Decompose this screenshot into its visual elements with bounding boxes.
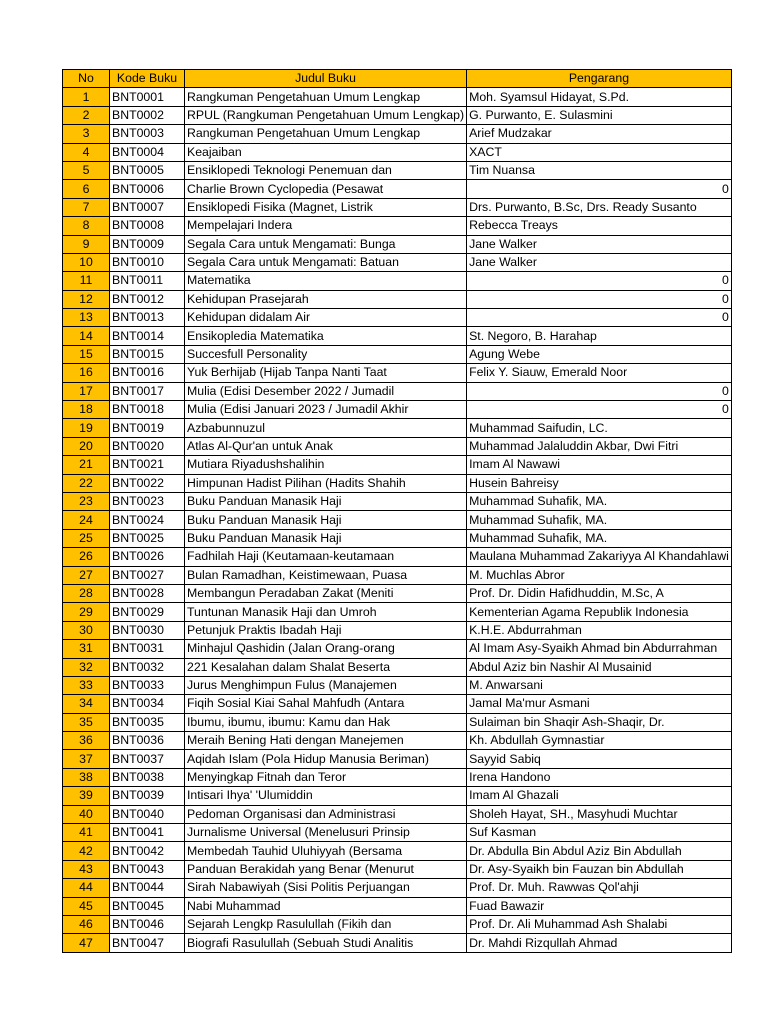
table-row — [63, 824, 732, 842]
author-cell[interactable]: Tim Nuansa — [467, 161, 732, 179]
author-cell[interactable]: Felix Y. Siauw, Emerald Noor — [467, 364, 732, 382]
author-cell[interactable]: St. Negoro, B. Harahap — [467, 327, 732, 345]
book-title-cell[interactable]: Mempelajari Indera — [185, 217, 467, 235]
author-cell[interactable]: K.H.E. Abdurrahman — [467, 621, 732, 639]
book-title-cell[interactable]: Bulan Ramadhan, Keistimewaan, Puasa — [185, 566, 467, 584]
book-code-cell[interactable]: BNT0012 — [110, 290, 185, 308]
row-number-cell[interactable]: 43 — [63, 860, 110, 878]
table-row — [63, 143, 732, 161]
book-code-cell[interactable]: BNT0031 — [110, 640, 185, 658]
book-code-cell[interactable]: BNT0008 — [110, 217, 185, 235]
book-code-cell[interactable]: BNT0034 — [110, 695, 185, 713]
book-code-cell[interactable]: BNT0046 — [110, 915, 185, 933]
book-code-cell[interactable]: BNT0029 — [110, 603, 185, 621]
table-row — [63, 437, 732, 455]
book-title-cell[interactable]: Mulia (Edisi Januari 2023 / Jumadil Akhir — [185, 401, 467, 419]
author-cell[interactable]: Al Imam Asy-Syaikh Ahmad bin Abdurrahman — [467, 640, 732, 658]
author-cell[interactable]: Imam Al Nawawi — [467, 456, 732, 474]
book-title-cell[interactable]: Ensikopledia Matematika — [185, 327, 467, 345]
table-row — [63, 695, 732, 713]
row-number-cell[interactable]: 34 — [63, 695, 110, 713]
book-code-cell[interactable]: BNT0014 — [110, 327, 185, 345]
book-code-cell[interactable]: BNT0002 — [110, 106, 185, 124]
table-row — [63, 603, 732, 621]
row-number-cell[interactable]: 6 — [63, 180, 110, 198]
book-code-cell[interactable]: BNT0026 — [110, 548, 185, 566]
row-number-cell[interactable]: 12 — [63, 290, 110, 308]
author-cell[interactable]: Kementerian Agama Republik Indonesia — [467, 603, 732, 621]
table-row — [63, 345, 732, 363]
book-title-cell[interactable]: Buku Panduan Manasik Haji — [185, 492, 467, 510]
row-number-cell[interactable]: 2 — [63, 106, 110, 124]
book-code-cell[interactable]: BNT0025 — [110, 529, 185, 547]
table-row — [63, 161, 732, 179]
author-cell[interactable]: Muhammad Suhafik, MA. — [467, 529, 732, 547]
book-title-cell[interactable]: Kehidupan Prasejarah — [185, 290, 467, 308]
table-row — [63, 640, 732, 658]
table-row — [63, 897, 732, 915]
row-number-cell[interactable]: 31 — [63, 640, 110, 658]
table-row — [63, 364, 732, 382]
book-code-cell[interactable]: BNT0021 — [110, 456, 185, 474]
book-code-cell[interactable]: BNT0019 — [110, 419, 185, 437]
author-cell[interactable]: Dr. Abdulla Bin Abdul Aziz Bin Abdullah — [467, 842, 732, 860]
table-row — [63, 621, 732, 639]
book-title-cell[interactable]: Panduan Berakidah yang Benar (Menurut — [185, 860, 467, 878]
row-number-cell[interactable]: 46 — [63, 915, 110, 933]
book-code-cell[interactable]: BNT0004 — [110, 143, 185, 161]
row-number-cell[interactable]: 13 — [63, 309, 110, 327]
header-code[interactable]: Kode Buku — [110, 70, 185, 88]
table-row — [63, 290, 732, 308]
author-cell[interactable]: Arief Mudzakar — [467, 125, 732, 143]
book-title-cell[interactable]: Fiqih Sosial Kiai Sahal Mahfudh (Antara — [185, 695, 467, 713]
book-title-cell[interactable]: Ensiklopedi Teknologi Penemuan dan — [185, 161, 467, 179]
author-cell[interactable]: Sholeh Hayat, SH., Masyhudi Muchtar — [467, 805, 732, 823]
book-title-cell[interactable]: Ibumu, ibumu, ibumu: Kamu dan Hak — [185, 713, 467, 731]
author-cell[interactable]: Dr. Mahdi Rizqullah Ahmad — [467, 934, 732, 952]
author-cell[interactable]: Imam Al Ghazali — [467, 787, 732, 805]
book-title-cell[interactable]: Buku Panduan Manasik Haji — [185, 529, 467, 547]
row-number-cell[interactable]: 35 — [63, 713, 110, 731]
table-row — [63, 750, 732, 768]
row-number-cell[interactable]: 24 — [63, 511, 110, 529]
author-cell[interactable]: Irena Handono — [467, 768, 732, 786]
book-code-cell[interactable]: BNT0036 — [110, 732, 185, 750]
row-number-cell[interactable]: 44 — [63, 879, 110, 897]
row-number-cell[interactable]: 15 — [63, 345, 110, 363]
author-cell[interactable]: XACT — [467, 143, 732, 161]
book-title-cell[interactable]: Nabi Muhammad — [185, 897, 467, 915]
table-row — [63, 915, 732, 933]
table-row — [63, 474, 732, 492]
row-number-cell[interactable]: 18 — [63, 401, 110, 419]
row-number-cell[interactable]: 28 — [63, 584, 110, 602]
book-title-cell[interactable]: Tuntunan Manasik Haji dan Umroh — [185, 603, 467, 621]
book-code-cell[interactable]: BNT0044 — [110, 879, 185, 897]
book-code-cell[interactable]: BNT0013 — [110, 309, 185, 327]
row-number-cell[interactable]: 20 — [63, 437, 110, 455]
row-number-cell[interactable]: 19 — [63, 419, 110, 437]
table-row — [63, 492, 732, 510]
book-code-cell[interactable]: BNT0020 — [110, 437, 185, 455]
book-table — [62, 69, 732, 953]
header-row — [63, 70, 732, 88]
book-title-cell[interactable]: Segala Cara untuk Mengamati: Batuan — [185, 253, 467, 271]
book-code-cell[interactable]: BNT0042 — [110, 842, 185, 860]
row-number-cell[interactable]: 32 — [63, 658, 110, 676]
row-number-cell[interactable]: 41 — [63, 824, 110, 842]
book-title-cell[interactable]: Matematika — [185, 272, 467, 290]
author-cell[interactable]: Jane Walker — [467, 253, 732, 271]
table-row — [63, 805, 732, 823]
book-title-cell[interactable]: Kehidupan didalam Air — [185, 309, 467, 327]
book-title-cell[interactable]: Atlas Al-Qur'an untuk Anak — [185, 437, 467, 455]
table-row — [63, 198, 732, 216]
book-code-cell[interactable]: BNT0030 — [110, 621, 185, 639]
book-code-cell[interactable]: BNT0006 — [110, 180, 185, 198]
row-number-cell[interactable]: 10 — [63, 253, 110, 271]
book-code-cell[interactable]: BNT0007 — [110, 198, 185, 216]
author-cell[interactable]: Kh. Abdullah Gymnastiar — [467, 732, 732, 750]
book-title-cell[interactable]: RPUL (Rangkuman Pengetahuan Umum Lengkap) — [185, 106, 467, 124]
book-title-cell[interactable]: Ensiklopedi Fisika (Magnet, Listrik — [185, 198, 467, 216]
author-cell[interactable]: Abdul Aziz bin Nashir Al Musainid — [467, 658, 732, 676]
book-code-cell[interactable]: BNT0033 — [110, 676, 185, 694]
table-row — [63, 566, 732, 584]
row-number-cell[interactable]: 37 — [63, 750, 110, 768]
author-cell[interactable]: Drs. Purwanto, B.Sc, Drs. Ready Susanto — [467, 198, 732, 216]
author-cell[interactable]: Sulaiman bin Shaqir Ash-Shaqir, Dr. — [467, 713, 732, 731]
table-row — [63, 382, 732, 400]
book-code-cell[interactable]: BNT0009 — [110, 235, 185, 253]
author-cell[interactable]: Prof. Dr. Muh. Rawwas Qol'ahji — [467, 879, 732, 897]
row-number-cell[interactable]: 1 — [63, 88, 110, 106]
row-number-cell[interactable]: 22 — [63, 474, 110, 492]
table-row — [63, 529, 732, 547]
table-row — [63, 511, 732, 529]
book-code-cell[interactable]: BNT0027 — [110, 566, 185, 584]
author-cell[interactable]: Muhammad Jalaluddin Akbar, Dwi Fitri — [467, 437, 732, 455]
table-row — [63, 860, 732, 878]
table-row — [63, 401, 732, 419]
book-code-cell[interactable]: BNT0037 — [110, 750, 185, 768]
author-cell[interactable]: 0 — [467, 290, 732, 308]
book-title-cell[interactable]: Himpunan Hadist Pilihan (Hadits Shahih — [185, 474, 467, 492]
row-number-cell[interactable]: 27 — [63, 566, 110, 584]
author-cell[interactable]: Prof. Dr. Ali Muhammad Ash Shalabi — [467, 915, 732, 933]
table-row — [63, 787, 732, 805]
book-title-cell[interactable]: Mulia (Edisi Desember 2022 / Jumadil — [185, 382, 467, 400]
book-code-cell[interactable]: BNT0045 — [110, 897, 185, 915]
author-cell[interactable]: 0 — [467, 180, 732, 198]
row-number-cell[interactable]: 38 — [63, 768, 110, 786]
book-title-cell[interactable]: Mutiara Riyadushshalihin — [185, 456, 467, 474]
book-code-cell[interactable]: BNT0017 — [110, 382, 185, 400]
book-code-cell[interactable]: BNT0032 — [110, 658, 185, 676]
header-title[interactable]: Judul Buku — [185, 70, 467, 88]
table-row — [63, 217, 732, 235]
author-cell[interactable]: Suf Kasman — [467, 824, 732, 842]
book-code-cell[interactable]: BNT0038 — [110, 768, 185, 786]
book-title-cell[interactable]: Fadhilah Haji (Keutamaan-keutamaan — [185, 548, 467, 566]
book-title-cell[interactable]: Menyingkap Fitnah dan Teror — [185, 768, 467, 786]
book-code-cell[interactable]: BNT0043 — [110, 860, 185, 878]
book-title-cell[interactable]: Meraih Bening Hati dengan Manejemen — [185, 732, 467, 750]
row-number-cell[interactable]: 47 — [63, 934, 110, 952]
table-row — [63, 125, 732, 143]
table-row — [63, 676, 732, 694]
book-title-cell[interactable]: Intisari Ihya' 'Ulumiddin — [185, 787, 467, 805]
book-title-cell[interactable]: Rangkuman Pengetahuan Umum Lengkap — [185, 125, 467, 143]
table-row — [63, 732, 732, 750]
table-row — [63, 879, 732, 897]
author-cell[interactable]: Maulana Muhammad Zakariyya Al Khandahlawi — [467, 548, 732, 566]
author-cell[interactable]: Muhammad Suhafik, MA. — [467, 511, 732, 529]
author-cell[interactable]: 0 — [467, 309, 732, 327]
table-row — [63, 548, 732, 566]
book-title-cell[interactable]: Yuk Berhijab (Hijab Tanpa Nanti Taat — [185, 364, 467, 382]
row-number-cell[interactable]: 4 — [63, 143, 110, 161]
table-row — [63, 272, 732, 290]
author-cell[interactable]: Fuad Bawazir — [467, 897, 732, 915]
author-cell[interactable]: Muhammad Saifudin, LC. — [467, 419, 732, 437]
book-title-cell[interactable]: Minhajul Qashidin (Jalan Orang-orang — [185, 640, 467, 658]
row-number-cell[interactable]: 5 — [63, 161, 110, 179]
book-title-cell[interactable]: Azbabunnuzul — [185, 419, 467, 437]
book-title-cell[interactable]: Aqidah Islam (Pola Hidup Manusia Beriman) — [185, 750, 467, 768]
author-cell[interactable]: Muhammad Suhafik, MA. — [467, 492, 732, 510]
author-cell[interactable]: G. Purwanto, E. Sulasmini — [467, 106, 732, 124]
book-code-cell[interactable]: BNT0041 — [110, 824, 185, 842]
table-row — [63, 253, 732, 271]
row-number-cell[interactable]: 11 — [63, 272, 110, 290]
book-code-cell[interactable]: BNT0047 — [110, 934, 185, 952]
table-row — [63, 180, 732, 198]
book-code-cell[interactable]: BNT0024 — [110, 511, 185, 529]
author-cell[interactable]: M. Anwarsani — [467, 676, 732, 694]
author-cell[interactable]: 0 — [467, 272, 732, 290]
author-cell[interactable]: M. Muchlas Abror — [467, 566, 732, 584]
book-code-cell[interactable]: BNT0018 — [110, 401, 185, 419]
header-no[interactable]: No — [63, 70, 110, 88]
author-cell[interactable]: 0 — [467, 382, 732, 400]
book-code-cell[interactable]: BNT0016 — [110, 364, 185, 382]
row-number-cell[interactable]: 3 — [63, 125, 110, 143]
row-number-cell[interactable]: 9 — [63, 235, 110, 253]
author-cell[interactable]: Sayyid Sabiq — [467, 750, 732, 768]
book-title-cell[interactable]: Membangun Peradaban Zakat (Meniti — [185, 584, 467, 602]
book-code-cell[interactable]: BNT0035 — [110, 713, 185, 731]
row-number-cell[interactable]: 16 — [63, 364, 110, 382]
book-code-cell[interactable]: BNT0039 — [110, 787, 185, 805]
table-row — [63, 88, 732, 106]
row-number-cell[interactable]: 30 — [63, 621, 110, 639]
table-row — [63, 934, 732, 952]
table-row — [63, 842, 732, 860]
row-number-cell[interactable]: 45 — [63, 897, 110, 915]
book-title-cell[interactable]: 221 Kesalahan dalam Shalat Beserta — [185, 658, 467, 676]
table-row — [63, 106, 732, 124]
table-row — [63, 658, 732, 676]
row-number-cell[interactable]: 26 — [63, 548, 110, 566]
row-number-cell[interactable]: 39 — [63, 787, 110, 805]
book-code-cell[interactable]: BNT0005 — [110, 161, 185, 179]
book-title-cell[interactable]: Segala Cara untuk Mengamati: Bunga — [185, 235, 467, 253]
book-code-cell[interactable]: BNT0003 — [110, 125, 185, 143]
book-title-cell[interactable]: Keajaiban — [185, 143, 467, 161]
book-code-cell[interactable]: BNT0001 — [110, 88, 185, 106]
author-cell[interactable]: Prof. Dr. Didin Hafidhuddin, M.Sc, A — [467, 584, 732, 602]
author-cell[interactable]: Jane Walker — [467, 235, 732, 253]
row-number-cell[interactable]: 29 — [63, 603, 110, 621]
row-number-cell[interactable]: 23 — [63, 492, 110, 510]
table-row — [63, 235, 732, 253]
book-title-cell[interactable]: Membedah Tauhid Uluhiyyah (Bersama — [185, 842, 467, 860]
row-number-cell[interactable]: 42 — [63, 842, 110, 860]
author-cell[interactable]: Dr. Asy-Syaikh bin Fauzan bin Abdullah — [467, 860, 732, 878]
header-author[interactable]: Pengarang — [467, 70, 732, 88]
author-cell[interactable]: Rebecca Treays — [467, 217, 732, 235]
book-code-cell[interactable]: BNT0028 — [110, 584, 185, 602]
book-code-cell[interactable]: BNT0015 — [110, 345, 185, 363]
book-title-cell[interactable]: Petunjuk Praktis Ibadah Haji — [185, 621, 467, 639]
table-row — [63, 584, 732, 602]
book-code-cell[interactable]: BNT0011 — [110, 272, 185, 290]
row-number-cell[interactable]: 17 — [63, 382, 110, 400]
book-title-cell[interactable]: Jurnalisme Universal (Menelusuri Prinsip — [185, 824, 467, 842]
row-number-cell[interactable]: 40 — [63, 805, 110, 823]
book-code-cell[interactable]: BNT0010 — [110, 253, 185, 271]
book-code-cell[interactable]: BNT0040 — [110, 805, 185, 823]
table-row — [63, 309, 732, 327]
book-title-cell[interactable]: Rangkuman Pengetahuan Umum Lengkap — [185, 88, 467, 106]
row-number-cell[interactable]: 14 — [63, 327, 110, 345]
book-title-cell[interactable]: Buku Panduan Manasik Haji — [185, 511, 467, 529]
row-number-cell[interactable]: 21 — [63, 456, 110, 474]
book-title-cell[interactable]: Pedoman Organisasi dan Administrasi — [185, 805, 467, 823]
author-cell[interactable]: 0 — [467, 401, 732, 419]
row-number-cell[interactable]: 25 — [63, 529, 110, 547]
book-code-cell[interactable]: BNT0022 — [110, 474, 185, 492]
row-number-cell[interactable]: 7 — [63, 198, 110, 216]
author-cell[interactable]: Husein Bahreisy — [467, 474, 732, 492]
book-code-cell[interactable]: BNT0023 — [110, 492, 185, 510]
table-row — [63, 456, 732, 474]
row-number-cell[interactable]: 8 — [63, 217, 110, 235]
author-cell[interactable]: Moh. Syamsul Hidayat, S.Pd. — [467, 88, 732, 106]
book-title-cell[interactable]: Sejarah Lengkp Rasulullah (Fikih dan — [185, 915, 467, 933]
author-cell[interactable]: Agung Webe — [467, 345, 732, 363]
book-title-cell[interactable]: Succesfull Personality — [185, 345, 467, 363]
row-number-cell[interactable]: 33 — [63, 676, 110, 694]
table-row — [63, 419, 732, 437]
table-row — [63, 327, 732, 345]
table-row — [63, 713, 732, 731]
book-title-cell[interactable]: Jurus Menghimpun Fulus (Manajemen — [185, 676, 467, 694]
table-row — [63, 768, 732, 786]
book-title-cell[interactable]: Biografi Rasulullah (Sebuah Studi Analitis — [185, 934, 467, 952]
author-cell[interactable]: Jamal Ma'mur Asmani — [467, 695, 732, 713]
book-title-cell[interactable]: Charlie Brown Cyclopedia (Pesawat — [185, 180, 467, 198]
row-number-cell[interactable]: 36 — [63, 732, 110, 750]
book-title-cell[interactable]: Sirah Nabawiyah (Sisi Politis Perjuangan — [185, 879, 467, 897]
